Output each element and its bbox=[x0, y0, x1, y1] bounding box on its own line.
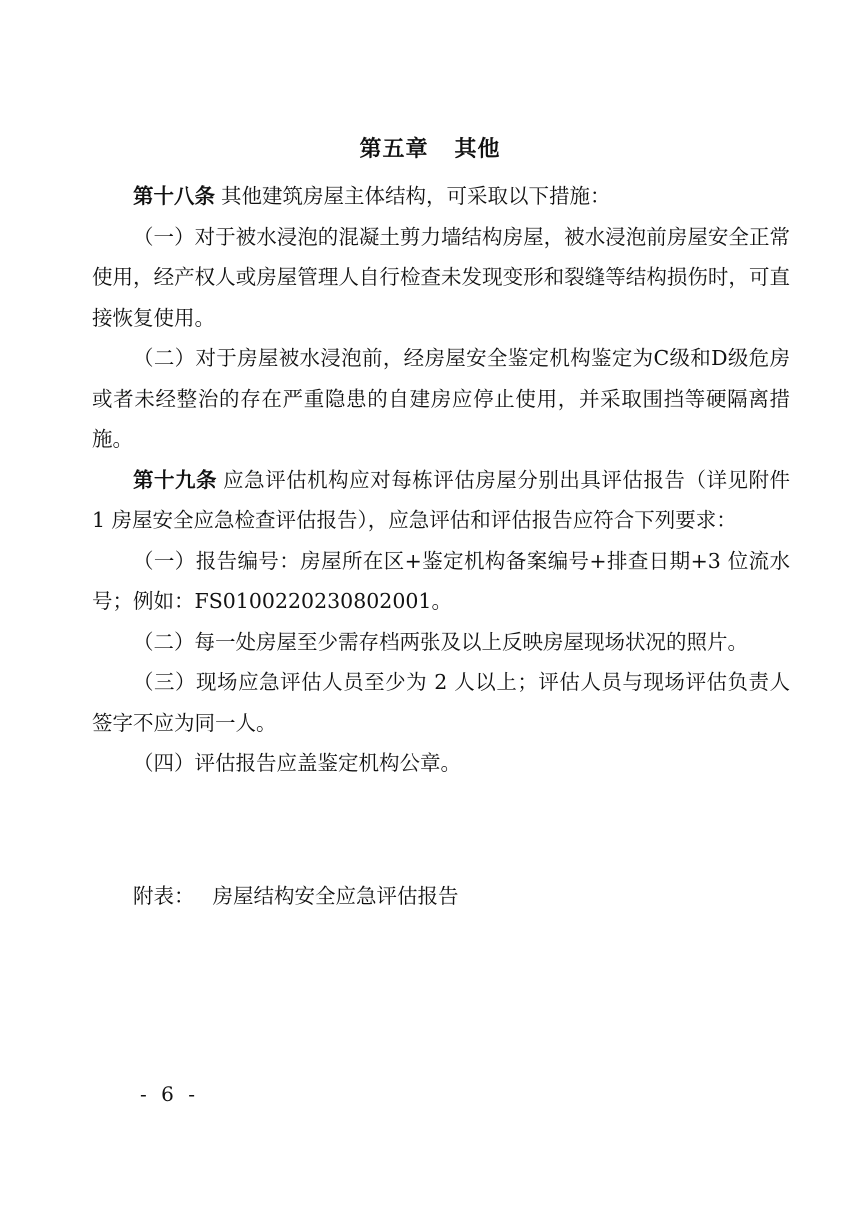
article-18-item-2: （二）对于房屋被水浸泡前，经房屋安全鉴定机构鉴定为C级和D级危房或者未经整治的存在严重隐患的自建房应停止使用，并采取围挡等硬隔离措施。 bbox=[92, 346, 790, 451]
article-19-item-2: （二）每一处房屋至少需存档两张及以上反映房屋现场状况的照片。 bbox=[133, 629, 748, 654]
article-18-heading: 第十八条 bbox=[133, 184, 215, 208]
attachment-line bbox=[133, 876, 459, 916]
page-number: - 6 - bbox=[140, 1082, 199, 1106]
article-19-item-1: （一）报告编号：房屋所在区+鉴定机构备案编号+排查日期+3 位流水号；例如：FS0100220230802001。 bbox=[92, 548, 790, 613]
article-19-item-3: （三）现场应急评估人员至少为 2 人以上；评估人员与现场评估负责人签字不应为同一人。 bbox=[92, 670, 790, 735]
document-body bbox=[92, 176, 790, 784]
chapter-title bbox=[0, 132, 860, 163]
article-19-intro-text: 应急评估机构应对每栋评估房屋分别出具评估报告（详见附件 1 房屋安全应急检查评估报告），应急评估和评估报告应符合下列要求： bbox=[92, 467, 791, 532]
chapter-name: 其他 bbox=[454, 136, 501, 162]
attachment-label: 附表： bbox=[133, 884, 195, 908]
attachment-title: 房屋结构安全应急评估报告 bbox=[212, 884, 459, 908]
article-18-item-1: （一）对于被水浸泡的混凝土剪力墙结构房屋，被水浸泡前房屋安全正常使用，经产权人或房屋管理人自行检查未发现变形和裂缝等结构损伤时，可直接恢复使用。 bbox=[92, 224, 790, 330]
article-19-item-4: （四）评估报告应盖鉴定机构公章。 bbox=[133, 751, 461, 775]
article-19-heading: 第十九条 bbox=[133, 467, 218, 492]
article-19-intro bbox=[92, 460, 790, 541]
chapter-label: 第五章 bbox=[359, 136, 429, 162]
article-18-intro-text: 其他建筑房屋主体结构，可采取以下措施： bbox=[221, 184, 611, 208]
article-18-intro bbox=[92, 176, 790, 217]
